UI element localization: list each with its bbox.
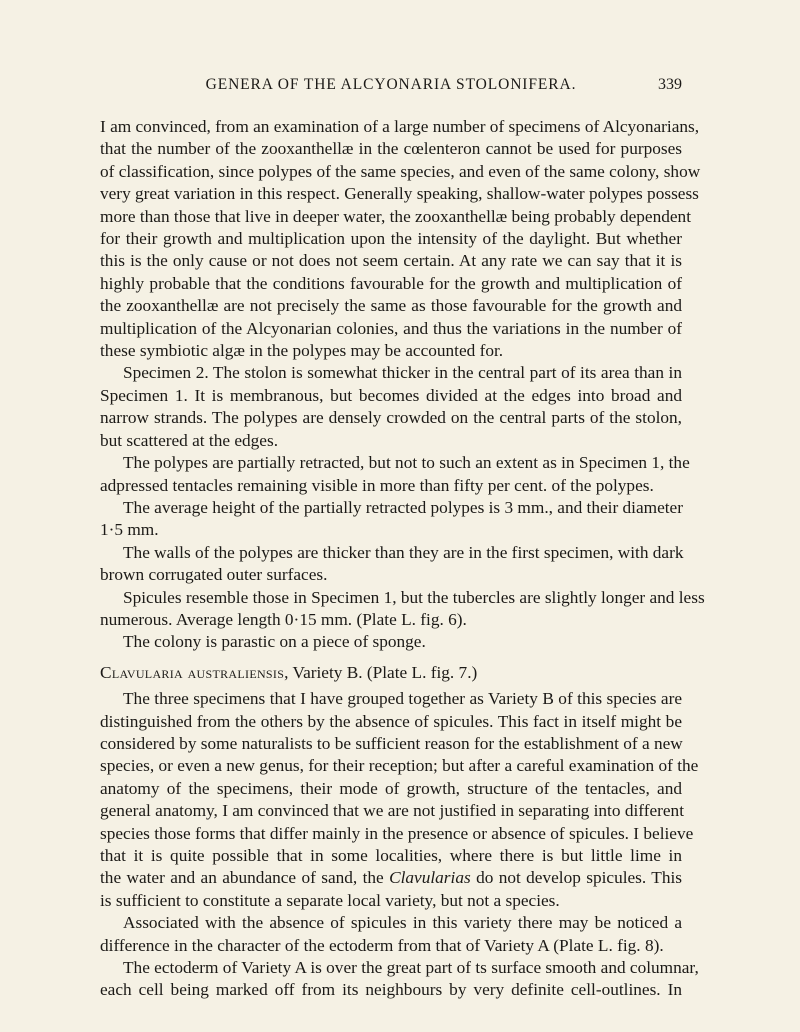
paragraph — [100, 631, 682, 653]
text-line: general anatomy, I am convinced that we are not justified in separating into different — [100, 801, 684, 821]
text-line: numerous. Average length 0·15 mm. (Plate L. fig. 6). — [100, 609, 467, 629]
paragraph — [100, 587, 705, 632]
paragraph — [100, 688, 699, 912]
paragraph — [100, 362, 682, 452]
paragraph — [100, 957, 699, 1002]
text-line: is sufficient to constitute a separate local variety, but not a species. — [100, 890, 560, 910]
text-line: but scattered at the edges. — [100, 430, 279, 450]
text-line: Specimen 1. It is membranous, but becomes divided at the edges into broad and — [100, 385, 682, 405]
text-line: for their growth and multiplication upon the intensity of the daylight. But whether — [100, 229, 682, 249]
paragraph — [100, 116, 701, 362]
paragraph — [100, 542, 682, 587]
text-line: multiplication of the Alcyonarian colonies, and thus the variations in the number of — [100, 318, 682, 338]
text-line: narrow strands. The polypes are densely crowded on the central parts of the stolon, — [100, 408, 682, 428]
text-line: this is the only cause or not does not seem certain. At any rate we can say that it is — [100, 251, 682, 271]
text-line: 1·5 mm. — [100, 520, 159, 540]
paragraph — [100, 912, 682, 957]
text-line: Spicules resemble those in Specimen 1, but the tubercles are slightly longer and less — [123, 587, 705, 607]
genus-italic: Clavularias — [389, 868, 471, 888]
text-line: species those forms that differ mainly in the presence or absence of spicules. I believe — [100, 823, 694, 843]
running-head — [100, 76, 682, 100]
running-title: GENERA OF THE ALCYONARIA STOLONIFERA. — [205, 76, 577, 93]
text-line: Specimen 2. The stolon is somewhat thicker in the central part of its area than in — [123, 363, 682, 383]
section-heading — [100, 662, 682, 684]
text-line: species, or even a new genus, for their reception; but after a careful examination of the — [100, 756, 699, 776]
text-line: very great variation in this respect. Generally speaking, shallow-water polypes possess — [100, 184, 699, 204]
text-line: adpressed tentacles remaining visible in more than fifty per cent. of the polypes. — [100, 475, 654, 495]
text-line: these symbiotic algæ in the polypes may be accounted for. — [100, 341, 504, 361]
text-line: considered by some naturalists to be sufficient reason for the establishment of a new — [100, 733, 683, 753]
text-line: The colony is parastic on a piece of sponge. — [123, 632, 426, 652]
text-line: The three specimens that I have grouped together as Variety B of this species are — [123, 689, 682, 709]
text-line: The ectoderm of Variety A is over the great part of ts surface smooth and columnar, — [123, 958, 699, 978]
page-number: 339 — [658, 76, 682, 93]
text-line: each cell being marked off from its neighbours by very definite cell-outlines. In — [100, 980, 682, 1000]
text-line: the zooxanthellæ are not precisely the same as those favourable for the growth and — [100, 296, 682, 316]
text-line: of classification, since polypes of the same species, and even of the same colony, show — [100, 161, 701, 181]
text-line: The polypes are partially retracted, but not to such an extent as in Specimen 1, the — [123, 453, 690, 473]
paragraph — [100, 497, 682, 542]
text-line: The walls of the polypes are thicker than they are in the first specimen, with dark — [123, 542, 684, 562]
text-line: the water and an abundance of sand, the Clavularias do not develop spicules. This — [100, 868, 683, 888]
paragraph — [100, 452, 690, 497]
text-line: highly probable that the conditions favourable for the growth and multiplication of — [100, 273, 682, 293]
heading-rest: , Variety B. (Plate L. fig. 7.) — [284, 662, 478, 682]
text-line: difference in the character of the ectoderm from that of Variety A (Plate L. fig. 8). — [100, 935, 664, 955]
text-line: I am convinced, from an examination of a large number of specimens of Alcyonarians, — [100, 117, 700, 136]
body-text — [100, 116, 705, 1002]
text-line: that the number of the zooxanthellæ in the cœlenteron cannot be used for purposes — [100, 139, 682, 159]
text-line: Associated with the absence of spicules in this variety there may be noticed a — [123, 913, 682, 933]
text-line: anatomy of the specimens, their mode of growth, structure of the tentacles, and — [100, 778, 682, 798]
text-line: that it is quite possible that in some localities, where there is but little lime in — [100, 846, 682, 865]
species-name: Clavularia australiensis — [100, 662, 285, 682]
text-line: distinguished from the others by the absence of spicules. This fact in itself might be — [100, 711, 682, 731]
text-line: The average height of the partially retracted polypes is 3 mm., and their diameter — [123, 497, 683, 517]
text-line: brown corrugated outer surfaces. — [100, 565, 328, 585]
text-line: more than those that live in deeper water, the zooxanthellæ being probably dependent — [100, 206, 691, 226]
